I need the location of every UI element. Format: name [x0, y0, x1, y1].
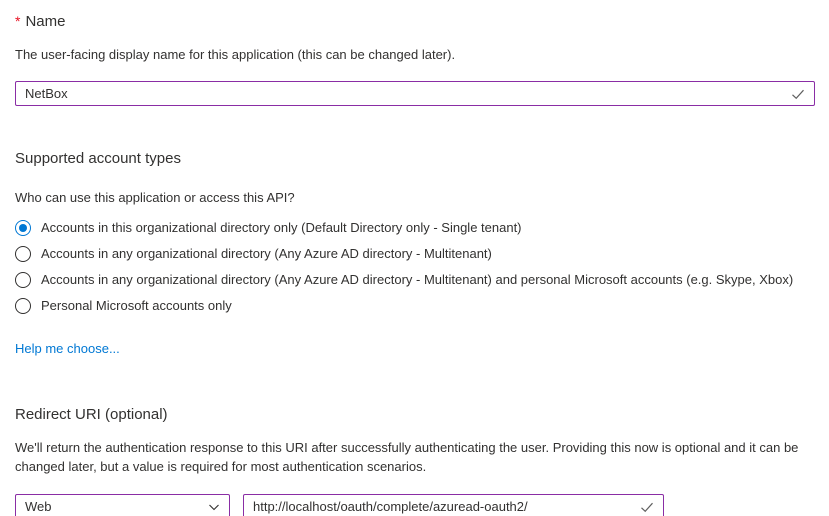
redirect-uri-controls	[15, 494, 815, 516]
account-type-label-0: Accounts in this organizational directory only (Default Directory only - Single tenant)	[41, 220, 522, 235]
required-asterisk: *	[15, 13, 21, 29]
account-type-label-2: Accounts in any organizational directory (Any Azure AD directory - Multitenant) and personal Microsoft accounts (e.g. Skype, Xbox)	[41, 272, 794, 287]
redirect-uri-input[interactable]	[243, 494, 664, 516]
account-type-radio-3[interactable]	[15, 298, 31, 314]
check-icon	[639, 499, 655, 515]
account-type-option-3[interactable]	[15, 298, 815, 314]
account-types-heading: Supported account types	[15, 150, 181, 167]
account-type-radio-1[interactable]	[15, 246, 31, 262]
account-type-label-1: Accounts in any organizational directory (Any Azure AD directory - Multitenant)	[41, 246, 492, 261]
redirect-uri-description: We'll return the authentication response to this URI after successfully authenticating the user. Providing this now is optional and it can be changed later, but a value is required for most authentication scenarios.	[15, 440, 799, 474]
account-type-option-0[interactable]	[15, 220, 815, 236]
redirect-uri-section	[15, 406, 815, 516]
name-section-heading	[15, 12, 815, 31]
chevron-down-icon	[207, 500, 221, 514]
account-type-radio-2[interactable]	[15, 272, 31, 288]
account-types-question: Who can use this application or access this API?	[15, 190, 295, 205]
account-types-section	[15, 150, 815, 358]
name-input[interactable]	[15, 81, 815, 106]
name-description: The user-facing display name for this application (this can be changed later).	[15, 47, 456, 62]
account-type-option-2[interactable]	[15, 272, 815, 288]
account-type-option-1[interactable]	[15, 246, 815, 262]
name-label: Name	[25, 13, 66, 30]
account-type-radio-0[interactable]	[15, 220, 31, 236]
account-types-radio-group	[15, 220, 815, 314]
platform-select[interactable]	[15, 494, 230, 516]
account-type-label-3: Personal Microsoft accounts only	[41, 298, 232, 313]
help-me-choose-link[interactable]: Help me choose...	[15, 341, 120, 356]
uri-input-wrap	[243, 494, 664, 516]
name-input-wrap	[15, 81, 815, 106]
redirect-uri-heading: Redirect URI (optional)	[15, 406, 168, 423]
platform-select-value: Web	[25, 499, 52, 514]
check-icon	[790, 86, 806, 102]
